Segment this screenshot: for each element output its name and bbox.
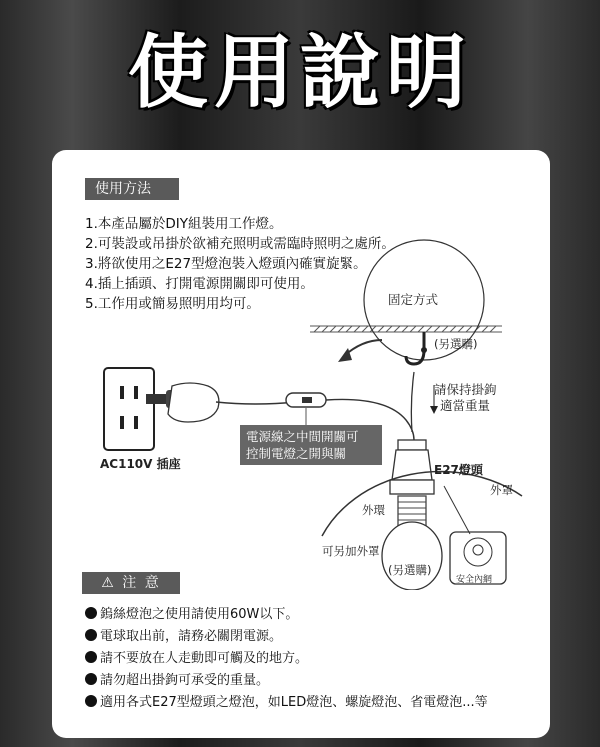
header <box>0 0 600 130</box>
socket-label: E27燈頭 <box>434 463 483 477</box>
warning-icon: ⚠ <box>101 575 116 591</box>
keep-weight-label-1: 請保持掛鉤 <box>434 382 497 397</box>
caution-item: 請勿超出掛鉤可承受的重量。 <box>85 670 488 692</box>
usage-item: 2.可裝設或吊掛於欲補充照明或需臨時照明之處所。 <box>85 236 395 252</box>
keep-weight-label-2: 適當重量 <box>440 398 491 413</box>
caution-item: 鎢絲燈泡之使用請使用60W以下。 <box>85 604 488 626</box>
safety-net-label: 安全內網 <box>456 575 493 585</box>
switch-callout <box>240 425 382 465</box>
bullet-icon <box>85 695 97 707</box>
usage-item: 5.工作用或簡易照明用均可。 <box>85 296 260 312</box>
hanging-cord <box>411 372 414 432</box>
switch-note-line-2: 控制電燈之開與關 <box>246 446 347 461</box>
outlet-icon <box>104 368 154 450</box>
outer-ring-label: 外環 <box>362 503 385 517</box>
socket-icon <box>390 440 434 494</box>
fixing-method-label: 固定方式 <box>388 292 439 307</box>
usage-item: 4.插上插頭、打開電源開關即可使用。 <box>85 276 314 292</box>
bulb-optional-label: (另選購) <box>388 563 432 577</box>
power-cord <box>216 402 296 404</box>
hand-icon <box>168 383 219 422</box>
ceiling-icon <box>310 326 502 332</box>
caution-item: 請不要放在人走動即可觸及的地方。 <box>85 648 488 670</box>
caution-heading: ⚠ 注 意 <box>82 572 180 594</box>
switch-note-line-1: 電源線之中間開關可 <box>246 429 359 444</box>
outer-cover-label: 外罩 <box>490 483 513 497</box>
caution-item: 電球取出前，請務必關閉電源。 <box>85 626 488 648</box>
hook-optional-label: (另選購) <box>434 337 478 351</box>
instruction-panel <box>52 150 550 738</box>
usage-item: 3.將欲使用之E27型燈泡裝入燈頭內確實旋緊。 <box>85 256 367 272</box>
bullet-icon <box>85 629 97 641</box>
lamp-diagram <box>52 150 550 590</box>
switch-icon <box>286 393 326 407</box>
add-cover-label: 可另加外罩 <box>322 544 380 558</box>
usage-item: 1.本產品屬於DIY組裝用工作燈。 <box>85 216 283 232</box>
caution-item: 適用各式E27型燈頭之燈泡，如LED燈泡、螺旋燈泡、省電燈泡...等 <box>85 692 488 714</box>
bullet-icon <box>85 673 97 685</box>
bullet-icon <box>85 607 97 619</box>
bullet-icon <box>85 651 97 663</box>
usage-heading: 使用方法 <box>85 178 179 200</box>
page-title: 使用說明 <box>128 25 472 119</box>
outlet-label: AC110V 插座 <box>100 457 181 471</box>
caution-list <box>85 604 488 714</box>
